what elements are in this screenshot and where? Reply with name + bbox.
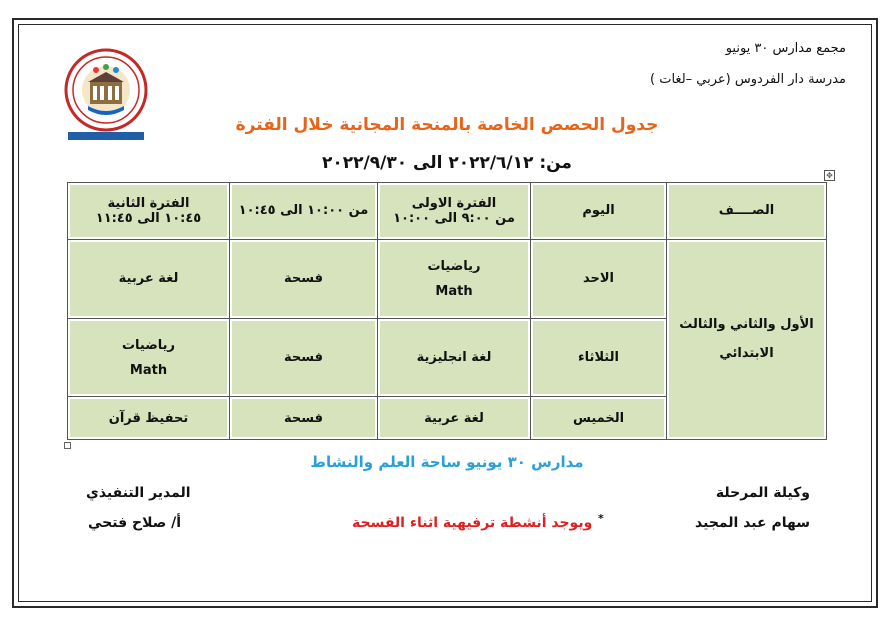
first-period-cell: لغة عربية — [378, 397, 531, 440]
first-period-cell: لغة انجليزية — [378, 318, 531, 397]
executive-director-title: المدير التنفيذي — [86, 485, 191, 501]
second-period-cell: تحفيظ قرآن — [68, 397, 230, 440]
break-cell: فسحة — [230, 239, 378, 318]
table-row — [68, 239, 827, 318]
day-cell: الاحد — [531, 239, 667, 318]
note-bullet: * — [598, 512, 604, 525]
schedule-table — [67, 182, 827, 440]
document-title: جدول الحصص الخاصة بالمنحة المجانية خلال الفترة — [235, 115, 659, 135]
day-cell: الخميس — [531, 397, 667, 440]
vice-principal-name: سهام عبد المجيد — [695, 515, 810, 531]
table-header-row — [68, 183, 827, 240]
break-header: من ١٠:٠٠ الى ١٠:٤٥ — [230, 183, 378, 240]
first-period-header: الفترة الاولى من ٩:٠٠ الى ١٠:٠٠ — [378, 183, 531, 240]
second-period-header: الفترة الثانية ١٠:٤٥ الى ١١:٤٥ — [68, 183, 230, 240]
school-name: مدرسة دار الفردوس (عربي –لغات ) — [650, 72, 846, 87]
grade-cell: الأول والثاني والثالث الابتدائي — [667, 239, 827, 439]
recreation-note: ويوجد أنشطة ترفيهية اثناء الفسحة — [352, 515, 593, 531]
second-period-cell: لغة عربية — [68, 239, 230, 318]
day-cell: الثلاثاء — [531, 318, 667, 397]
date-range: من: ٢٠٢٢/٦/١٢ الى ٢٠٢٢/٩/٣٠ — [322, 153, 572, 173]
table-move-handle-icon[interactable]: ✥ — [824, 170, 835, 181]
executive-director-name: أ/ صلاح فتحي — [88, 515, 182, 531]
day-header: اليوم — [531, 183, 667, 240]
second-period-cell: رياضيات Math — [68, 318, 230, 397]
break-cell: فسحة — [230, 318, 378, 397]
table-resize-handle[interactable] — [64, 442, 71, 449]
first-period-cell: رياضيات Math — [378, 239, 531, 318]
break-cell: فسحة — [230, 397, 378, 440]
slogan: مدارس ٣٠ يونيو ساحة العلم والنشاط — [310, 453, 584, 471]
grade-header: الصــــف — [667, 183, 827, 240]
vice-principal-title: وكيلة المرحلة — [715, 485, 810, 501]
school-group-name: مجمع مدارس ٣٠ يونيو — [725, 41, 846, 56]
